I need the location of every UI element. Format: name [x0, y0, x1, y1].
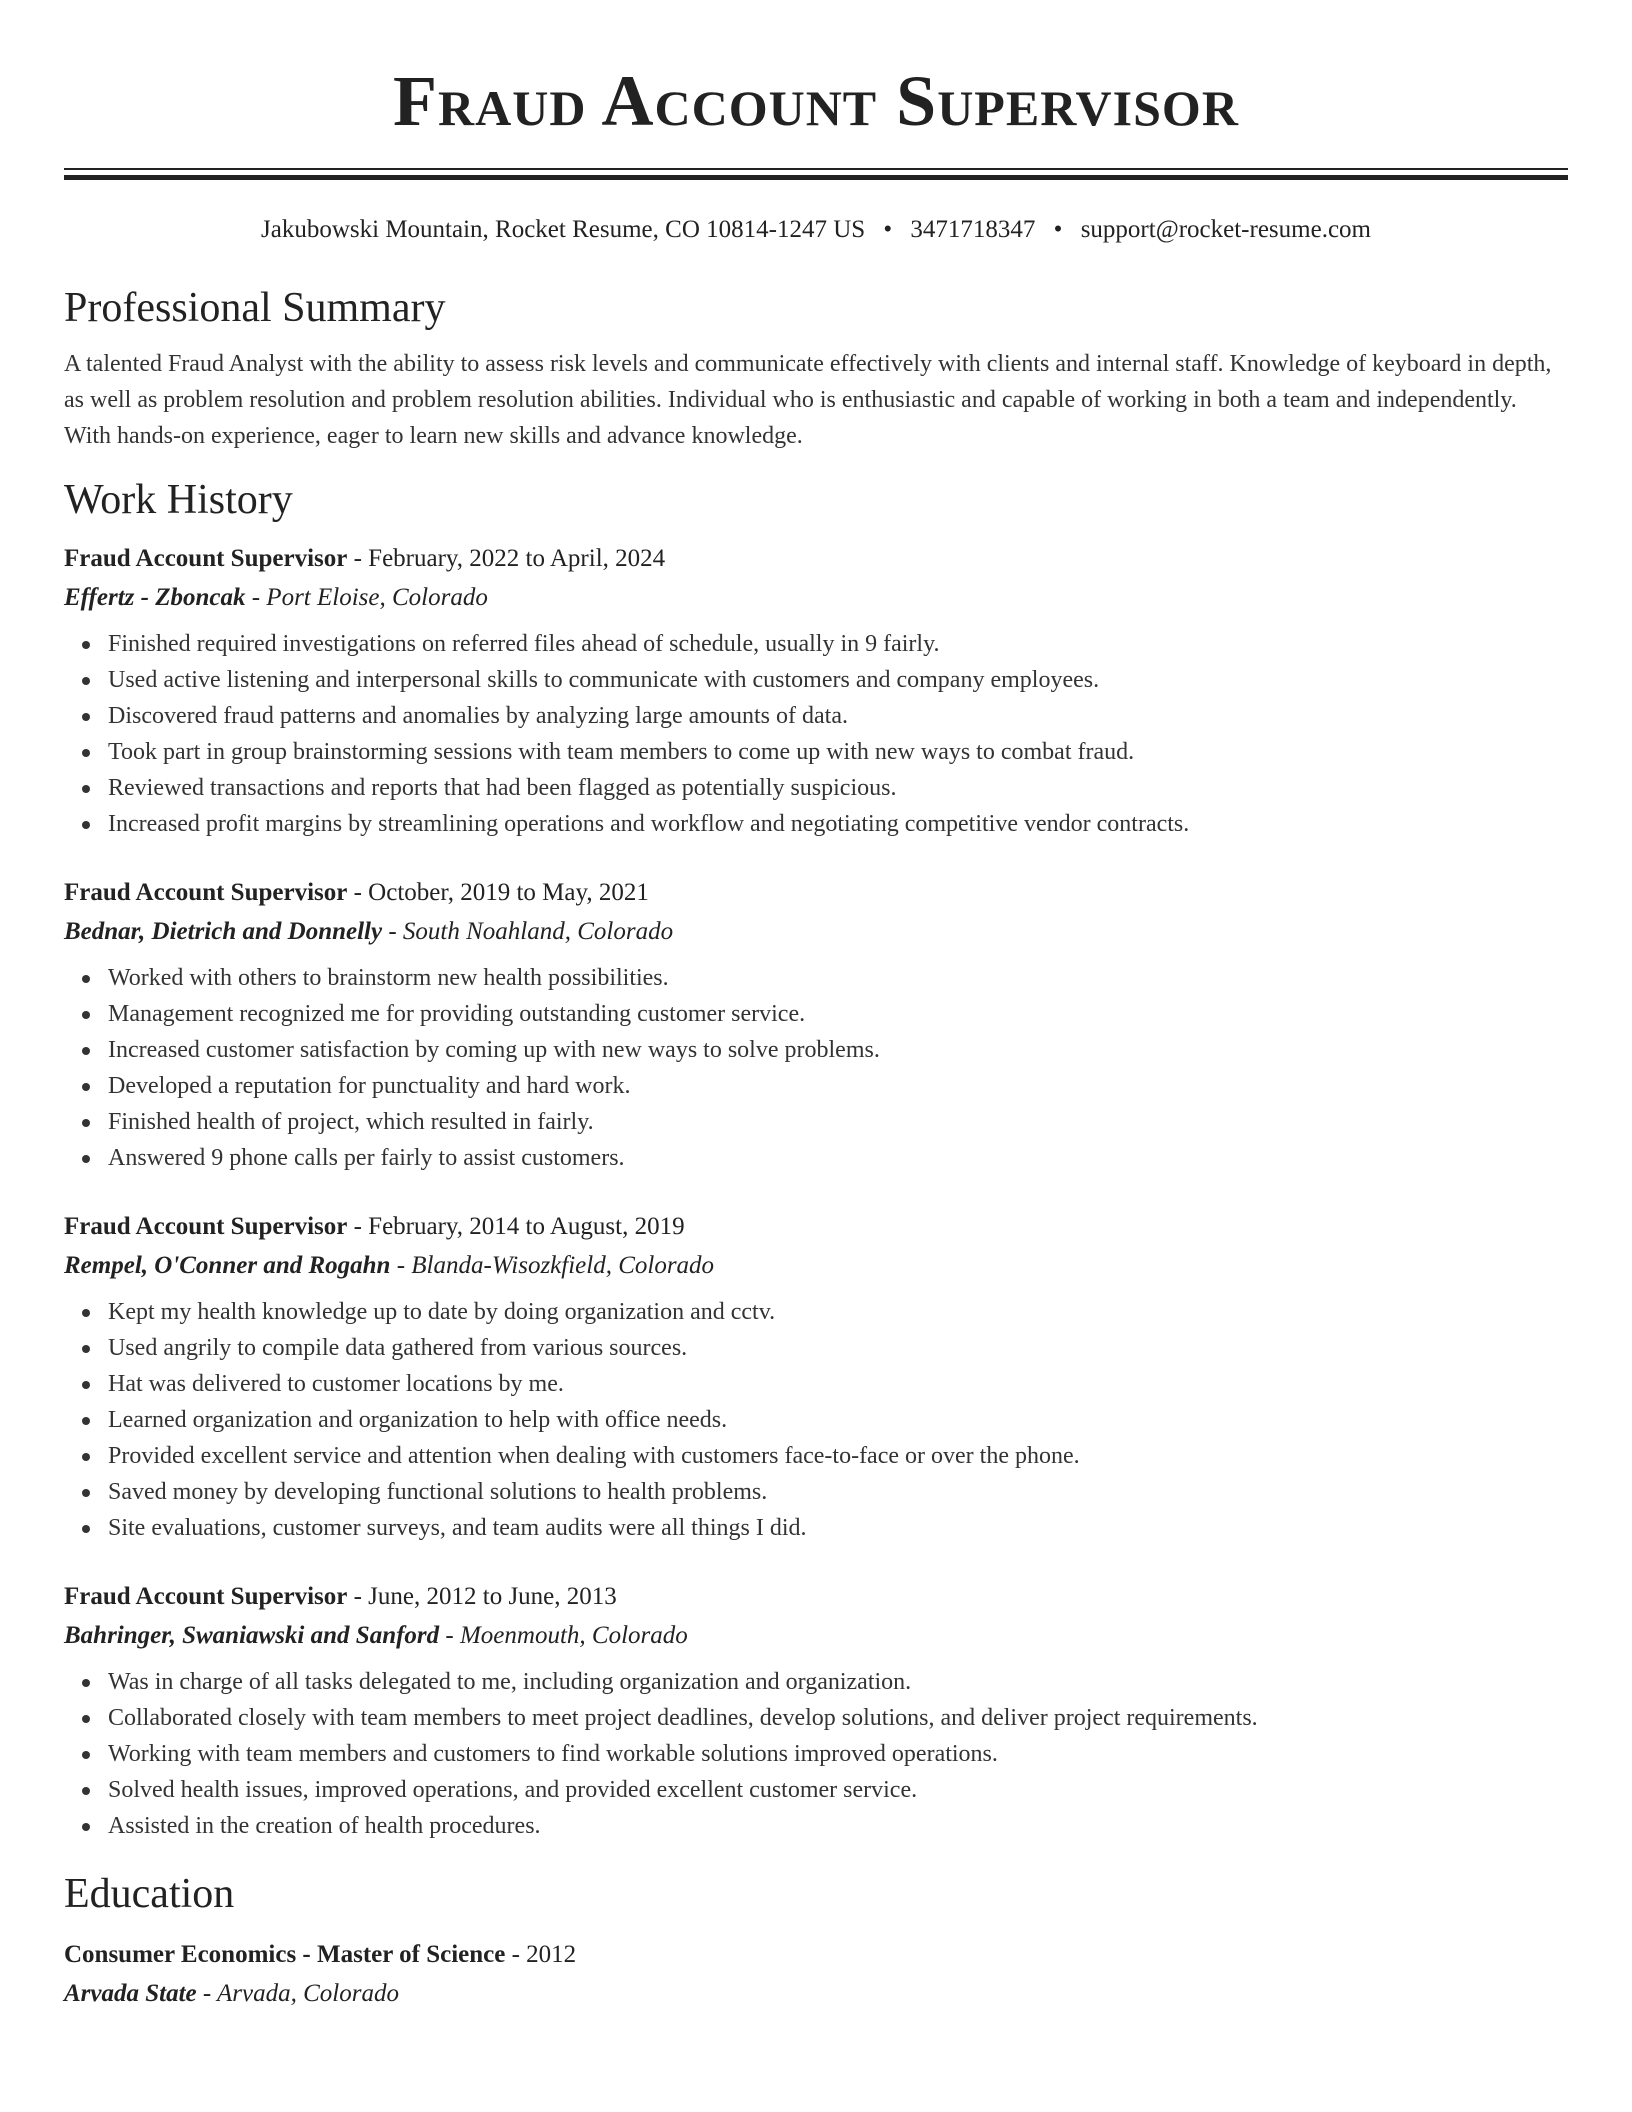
education-location: - Arvada, Colorado	[196, 1980, 399, 2007]
job-bullets	[64, 1294, 1568, 1546]
education-heading: Education	[64, 1871, 235, 1917]
job-bullet: Was in charge of all tasks delegated to me, including organization and organization.	[108, 1664, 1568, 1700]
job-location: - Port Eloise, Colorado	[245, 584, 488, 611]
job-dates: - October, 2019 to May, 2021	[347, 879, 649, 906]
title-divider-thick	[64, 175, 1568, 180]
job-bullet: Provided excellent service and attention when dealing with customers face-to-face or over the phone.	[108, 1438, 1568, 1474]
job-dates: - February, 2014 to August, 2019	[347, 1213, 685, 1240]
contact-phone: 3471718347	[910, 216, 1036, 243]
education-school: Arvada State	[64, 1980, 197, 2007]
job-bullet: Finished health of project, which resulted in fairly.	[108, 1104, 1568, 1140]
job-company: Rempel, O'Conner and Rogahn	[64, 1252, 391, 1279]
job-title: Fraud Account Supervisor	[64, 1583, 348, 1610]
job-bullets	[64, 626, 1568, 842]
job-bullet: Kept my health knowledge up to date by doing organization and cctv.	[108, 1294, 1568, 1330]
job-employer	[64, 1616, 1568, 1656]
job-bullet: Hat was delivered to customer locations by me.	[108, 1366, 1568, 1402]
job-employer	[64, 1246, 1568, 1286]
contact-separator: •	[1053, 216, 1063, 243]
job-bullet: Increased customer satisfaction by coming up with new ways to solve problems.	[108, 1032, 1568, 1068]
job-location: - South Noahland, Colorado	[382, 918, 674, 945]
job-header	[64, 874, 1568, 912]
job-header	[64, 1208, 1568, 1246]
work-history-heading: Work History	[64, 477, 293, 523]
job-bullet: Used active listening and interpersonal skills to communicate with customers and company employees.	[108, 662, 1568, 698]
job-header	[64, 540, 1568, 578]
job-entry	[64, 874, 1568, 1176]
job-bullet: Discovered fraud patterns and anomalies by analyzing large amounts of data.	[108, 698, 1568, 734]
job-bullet: Worked with others to brainstorm new health possibilities.	[108, 960, 1568, 996]
job-bullet: Developed a reputation for punctuality and hard work.	[108, 1068, 1568, 1104]
job-bullet: Solved health issues, improved operations, and provided excellent customer service.	[108, 1772, 1568, 1808]
contact-line	[64, 214, 1568, 246]
job-bullet: Finished required investigations on referred files ahead of schedule, usually in 9 fairly.	[108, 626, 1568, 662]
job-employer	[64, 578, 1568, 618]
job-bullet: Used angrily to compile data gathered from various sources.	[108, 1330, 1568, 1366]
job-bullet: Management recognized me for providing outstanding customer service.	[108, 996, 1568, 1032]
job-entry	[64, 1578, 1568, 1844]
job-title: Fraud Account Supervisor	[64, 879, 348, 906]
job-entry	[64, 540, 1568, 842]
job-location: - Moenmouth, Colorado	[439, 1622, 688, 1649]
title-divider-thin	[64, 168, 1568, 170]
contact-address: Jakubowski Mountain, Rocket Resume, CO 10814-1247 US	[261, 216, 866, 243]
job-location: - Blanda-Wisozkfield, Colorado	[390, 1252, 715, 1279]
job-employer	[64, 912, 1568, 952]
job-bullet: Took part in group brainstorming sessions with team members to come up with new ways to combat fraud.	[108, 734, 1568, 770]
summary-text: A talented Fraud Analyst with the ability to assess risk levels and communicate effectively with clients and internal staff. Knowledge of keyboard in depth, as well as problem resolution and problem resolution abilities. Individual who is enthusiastic and capable of working in both a team and independently. With hands-on experience, eager to learn new skills and advance knowledge.	[64, 351, 1552, 449]
job-bullet: Learned organization and organization to help with office needs.	[108, 1402, 1568, 1438]
job-bullet: Working with team members and customers to find workable solutions improved operations.	[108, 1736, 1568, 1772]
job-bullet: Increased profit margins by streamlining operations and workflow and negotiating competitive vendor contracts.	[108, 806, 1568, 842]
education-institution	[64, 1974, 1568, 2014]
job-bullets	[64, 960, 1568, 1176]
job-entry	[64, 1208, 1568, 1546]
job-bullet: Saved money by developing functional solutions to health problems.	[108, 1474, 1568, 1510]
job-bullet: Answered 9 phone calls per fairly to assist customers.	[108, 1140, 1568, 1176]
page-title: Fraud Account Supervisor	[393, 61, 1239, 141]
contact-email: support@rocket-resume.com	[1080, 216, 1371, 243]
education-header	[64, 1936, 1568, 1974]
job-header	[64, 1578, 1568, 1616]
job-bullets	[64, 1664, 1568, 1844]
job-dates: - June, 2012 to June, 2013	[347, 1583, 617, 1610]
job-bullet: Collaborated closely with team members to meet project deadlines, develop solutions, and deliver project requirements.	[108, 1700, 1568, 1736]
education-entry	[64, 1936, 1568, 2014]
education-year: - 2012	[505, 1941, 577, 1968]
job-company: Bahringer, Swaniawski and Sanford	[64, 1622, 440, 1649]
job-company: Bednar, Dietrich and Donnelly	[64, 918, 383, 945]
contact-separator: •	[883, 216, 893, 243]
job-title: Fraud Account Supervisor	[64, 1213, 348, 1240]
job-company: Effertz - Zboncak	[64, 584, 246, 611]
job-bullet: Reviewed transactions and reports that had been flagged as potentially suspicious.	[108, 770, 1568, 806]
education-degree: Consumer Economics - Master of Science	[64, 1941, 506, 1968]
job-bullet: Assisted in the creation of health procedures.	[108, 1808, 1568, 1844]
job-bullet: Site evaluations, customer surveys, and team audits were all things I did.	[108, 1510, 1568, 1546]
job-dates: - February, 2022 to April, 2024	[347, 545, 666, 572]
job-title: Fraud Account Supervisor	[64, 545, 348, 572]
summary-heading: Professional Summary	[64, 285, 446, 331]
